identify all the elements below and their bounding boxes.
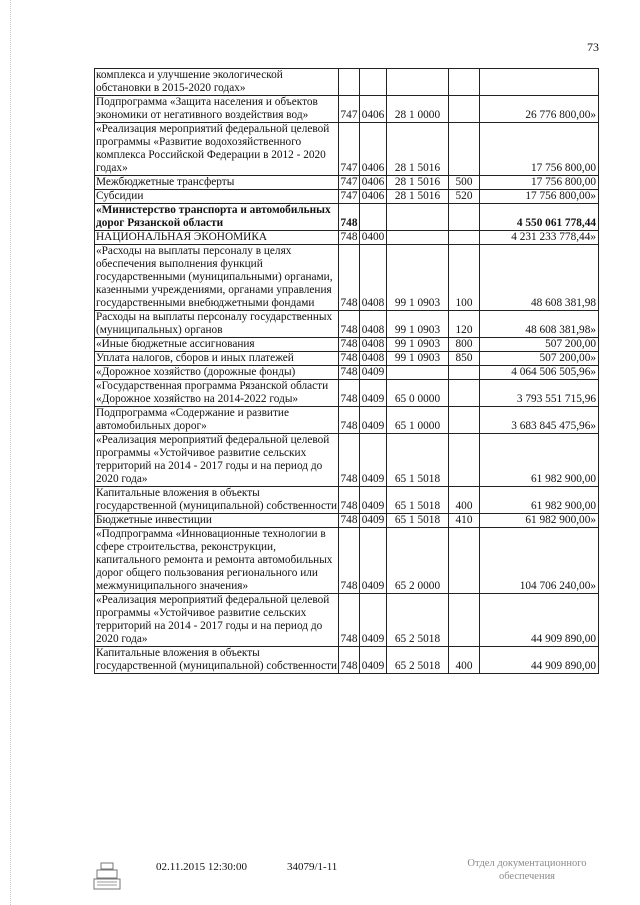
cell-rzpr: 0409 [360,647,387,674]
cell-vr [449,231,480,245]
cell-csr [387,69,449,96]
cell-name: «Подпрограмма «Инновационные технологии в сфере строительства, реконструкции, капитального ремонта и ремонта автомобильных дорог общего пользования регионального или межмуниципального значения» [95,528,339,594]
cell-vr [449,407,480,434]
cell-vr [449,528,480,594]
footer-date: 02.11.2015 12:30:00 [156,861,247,873]
cell-name: «Дорожное хозяйство (дорожные фонды) [95,366,339,380]
cell-grbs: 748 [339,407,360,434]
cell-name: «Министерство транспорта и автомобильных дорог Рязанской области [95,204,339,231]
table-row [95,338,599,352]
page-footer [0,855,640,905]
cell-sum: 17 756 800,00 [480,123,599,176]
cell-grbs: 747 [339,190,360,204]
cell-name: Бюджетные инвестиции [95,514,339,528]
cell-name: Подпрограмма «Содержание и развитие автомобильных дорог» [95,407,339,434]
cell-vr [449,123,480,176]
cell-csr: 65 2 0000 [387,528,449,594]
cell-csr: 28 1 5016 [387,190,449,204]
cell-vr [449,380,480,407]
table-row [95,231,599,245]
table-row [95,528,599,594]
cell-vr [449,69,480,96]
cell-sum: 3 793 551 715,96 [480,380,599,407]
cell-sum: 507 200,00 [480,338,599,352]
cell-rzpr [360,69,387,96]
table-row [95,352,599,366]
budget-table [94,68,599,674]
cell-name: Подпрограмма «Защита населения и объектов экономики от негативного воздействия вод» [95,96,339,123]
cell-rzpr: 0409 [360,594,387,647]
cell-grbs: 748 [339,594,360,647]
cell-csr: 28 1 0000 [387,96,449,123]
registry-stamp-icon [92,861,122,891]
cell-csr: 65 2 5018 [387,647,449,674]
cell-rzpr: 0406 [360,190,387,204]
cell-grbs: 748 [339,245,360,311]
cell-rzpr: 0406 [360,123,387,176]
cell-csr [387,231,449,245]
table-row [95,514,599,528]
page-number: 73 [587,40,599,54]
cell-sum: 4 064 506 505,96» [480,366,599,380]
cell-rzpr: 0409 [360,528,387,594]
cell-grbs: 747 [339,123,360,176]
cell-sum: 17 756 800,00» [480,190,599,204]
table-row [95,176,599,190]
cell-sum: 61 982 900,00» [480,514,599,528]
table-row [95,204,599,231]
cell-csr: 65 1 0000 [387,407,449,434]
table-row [95,434,599,487]
cell-rzpr: 0408 [360,352,387,366]
cell-sum: 4 550 061 778,44 [480,204,599,231]
cell-rzpr: 0409 [360,366,387,380]
cell-sum: 61 982 900,00 [480,487,599,514]
cell-rzpr: 0409 [360,380,387,407]
cell-name: Капитальные вложения в объекты государственной (муниципальной) собственности [96,487,338,512]
cell-sum: 61 982 900,00 [480,434,599,487]
cell-sum: 4 231 233 778,44» [480,231,599,245]
table-row [95,96,599,123]
cell-grbs: 748 [339,487,360,514]
cell-csr: 28 1 5016 [387,176,449,190]
table-row [95,366,599,380]
cell-grbs: 748 [339,380,360,407]
cell-vr: 800 [449,338,480,352]
cell-rzpr: 0400 [360,231,387,245]
cell-sum: 17 756 800,00 [480,176,599,190]
cell-rzpr: 0406 [360,176,387,190]
cell-grbs: 748 [339,311,360,338]
cell-rzpr: 0409 [360,514,387,528]
cell-rzpr: 0408 [360,245,387,311]
cell-vr [449,594,480,647]
cell-name: «Реализация мероприятий федеральной целевой программы «Устойчивое развитие сельских территорий на 2014 - 2017 годы и на период до 2020 года» [95,594,339,647]
cell-rzpr: 0408 [360,311,387,338]
cell-csr: 65 0 0000 [387,380,449,407]
cell-name: «Расходы на выплаты персоналу в целях обеспечения выполнения функций государственными (муниципальными) органами, казенными учреждениями, органами управления государственными внебюджетными фондами [95,245,339,311]
cell-vr: 410 [449,514,480,528]
table-row [95,407,599,434]
cell-rzpr: 0409 [360,434,387,487]
cell-grbs [339,69,360,96]
cell-csr: 65 1 5018 [387,434,449,487]
cell-rzpr: 0406 [360,96,387,123]
cell-grbs: 747 [339,176,360,190]
table-row [95,123,599,176]
cell-csr: 28 1 5016 [387,123,449,176]
cell-vr: 850 [449,352,480,366]
cell-vr [449,204,480,231]
cell-csr [387,204,449,231]
cell-grbs: 748 [339,352,360,366]
cell-name: Субсидии [95,190,339,204]
cell-grbs: 748 [339,647,360,674]
cell-name: Уплата налогов, сборов и иных платежей [95,352,339,366]
cell-sum: 507 200,00» [480,352,599,366]
cell-name: Расходы на выплаты персоналу государственных (муниципальных) органов [95,311,339,338]
cell-name: «Государственная программа Рязанской области «Дорожное хозяйство на 2014-2022 годы» [95,380,339,407]
table-row [95,69,599,96]
cell-sum: 44 909 890,00 [480,647,599,674]
cell-sum: 26 776 800,00» [480,96,599,123]
footer-department-stamp: Отдел документационного обеспечения [467,858,587,882]
cell-csr: 99 1 0903 [387,311,449,338]
table-row [95,380,599,407]
table-row [95,647,599,674]
cell-csr: 99 1 0903 [387,352,449,366]
cell-csr [387,366,449,380]
binding-margin [0,0,11,905]
cell-csr: 65 1 5018 [387,514,449,528]
cell-vr: 400 [449,487,480,514]
cell-rzpr: 0409 [360,407,387,434]
table-row [95,594,599,647]
cell-vr [449,366,480,380]
cell-sum: 48 608 381,98» [480,311,599,338]
cell-vr: 100 [449,245,480,311]
cell-grbs: 747 [339,96,360,123]
cell-grbs: 748 [339,338,360,352]
cell-name: Капитальные вложения в объекты государственной (муниципальной) собственности [96,647,338,672]
cell-csr: 65 1 5018 [387,487,449,514]
cell-name: комплекса и улучшение экологической обстановки в 2015-2020 годах» [95,69,339,96]
cell-grbs: 748 [339,528,360,594]
cell-grbs: 748 [339,204,360,231]
table-row [95,311,599,338]
cell-csr: 99 1 0903 [387,245,449,311]
cell-name: НАЦИОНАЛЬНАЯ ЭКОНОМИКА [95,231,339,245]
cell-name: «Иные бюджетные ассигнования [95,338,339,352]
table-row [95,245,599,311]
cell-sum: 48 608 381,98 [480,245,599,311]
cell-name: Межбюджетные трансферты [95,176,339,190]
cell-sum: 3 683 845 475,96» [480,407,599,434]
cell-rzpr [360,204,387,231]
cell-vr [449,96,480,123]
cell-vr: 520 [449,190,480,204]
table-row [95,190,599,204]
cell-sum [480,69,599,96]
cell-rzpr: 0409 [360,487,387,514]
cell-name: «Реализация мероприятий федеральной целевой программы «Устойчивое развитие сельских территорий на 2014 - 2017 годы и на период до 2020 года» [95,434,339,487]
cell-sum: 44 909 890,00 [480,594,599,647]
cell-csr: 99 1 0903 [387,338,449,352]
cell-grbs: 748 [339,434,360,487]
budget-table-body [95,69,599,674]
cell-grbs: 748 [339,231,360,245]
cell-vr [449,434,480,487]
cell-grbs: 748 [339,514,360,528]
cell-vr: 120 [449,311,480,338]
cell-csr: 65 2 5018 [387,594,449,647]
cell-rzpr: 0408 [360,338,387,352]
cell-vr: 500 [449,176,480,190]
cell-vr: 400 [449,647,480,674]
cell-grbs: 748 [339,366,360,380]
footer-doc-number: 34079/1-11 [287,861,338,873]
cell-sum: 104 706 240,00» [480,528,599,594]
table-row [95,487,599,514]
cell-name: «Реализация мероприятий федеральной целевой программы «Развитие водохозяйственного комплекса Российской Федерации в 2012 - 2020 годах» [95,123,339,176]
